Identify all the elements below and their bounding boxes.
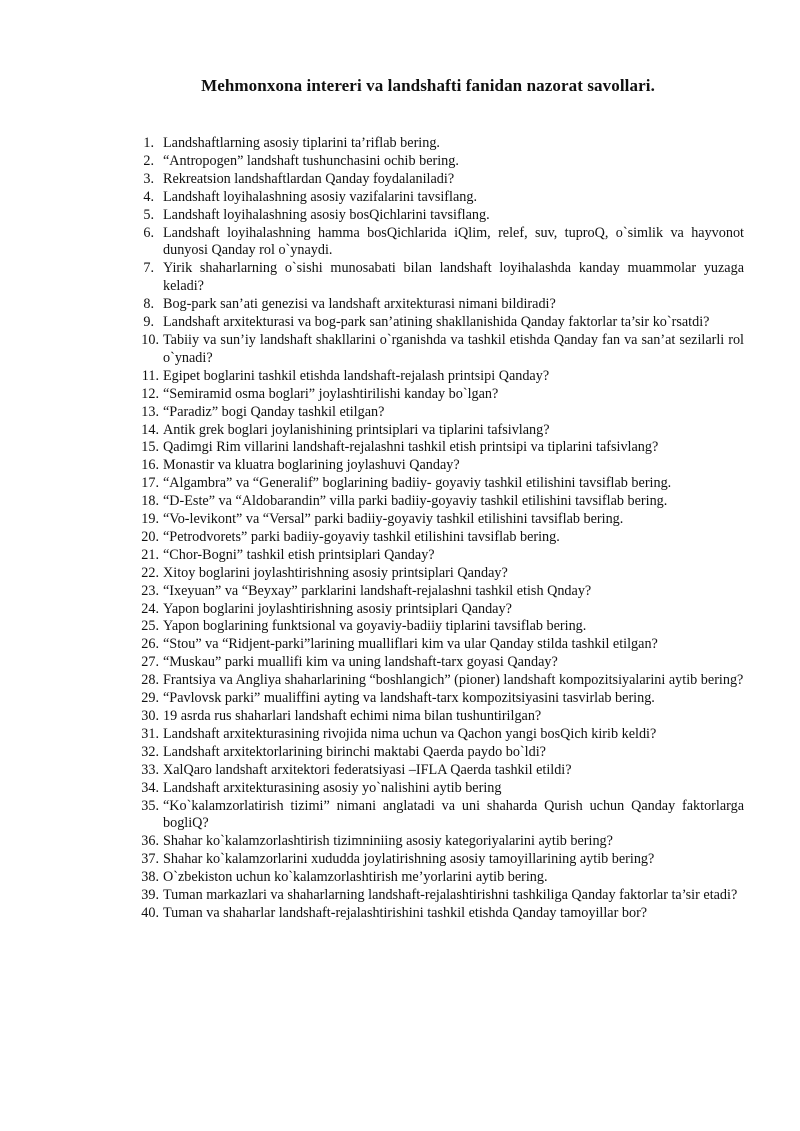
question-text: Landshaft arxitekturasining asosiy yo`nalishini aytib bering xyxy=(163,779,502,796)
question-item xyxy=(132,565,744,583)
question-text: Rekreatsion landshaftlardan Qanday foydalaniladi? xyxy=(163,170,455,187)
question-item xyxy=(132,887,744,905)
question-text: Shahar ko`kalamzorlarini xududda joylatirishning asosiy tamoyillarining aytib bering? xyxy=(163,851,655,868)
question-text: XalQaro landshaft arxitektori federatsiyasi –IFLA Qaerda tashkil etildi? xyxy=(163,761,572,778)
question-item xyxy=(132,457,744,475)
question-text: Monastir va kluatra boglarining joylashuvi Qanday? xyxy=(163,457,460,474)
question-number: 23. xyxy=(141,582,159,599)
question-text: Landshaft arxitekturasi va bog-park san’atining shakllanishida Qanday faktorlar ta’sir ko`rsatdi? xyxy=(163,314,710,331)
question-number: 37. xyxy=(141,851,159,868)
question-item xyxy=(132,547,744,565)
question-item xyxy=(132,207,744,225)
question-item xyxy=(132,798,744,834)
question-item xyxy=(132,511,744,529)
question-number: 34. xyxy=(141,779,159,796)
question-text: Yapon boglarining funktsional va goyaviy-badiiy tiplarini tavsiflab bering. xyxy=(163,618,587,635)
question-text: Tuman markazlari va shaharlarning landshaft-rejalashtirishni tashkiliga Qanday faktorlar ta’sir etadi? xyxy=(163,887,738,904)
question-text: O`zbekiston uchun ko`kalamzorlashtirish me’yorlarini aytib bering. xyxy=(163,869,548,886)
question-number: 22. xyxy=(141,564,159,581)
question-number: 17. xyxy=(141,475,159,492)
question-text: “Semiramid osma boglari” joylashtirilishi kanday bo`lgan? xyxy=(163,385,499,402)
question-text: “Ko`kalamzorlatirish tizimi” nimani anglatadi va uni shaharda Qurish uchun Qanday faktorlarga bogliQ? xyxy=(163,797,744,832)
question-number: 25. xyxy=(141,618,159,635)
question-item xyxy=(132,314,744,332)
question-text: Landshaft loyihalashning hamma bosQichlarida iQlim, relef, suv, tuproQ, o`simlik va hayvonot dunyosi Qanday rol o`ynaydi. xyxy=(163,224,744,259)
question-number: 18. xyxy=(141,493,159,510)
question-item xyxy=(132,153,744,171)
question-text: Antik grek boglari joylanishining printsiplari va tiplarini tafsivlang? xyxy=(163,421,550,438)
question-text: Xitoy boglarini joylashtirishning asosiy printsiplari Qanday? xyxy=(163,564,508,581)
question-text: Bog-park san’ati genezisi va landshaft arxitekturasi nimani bildiradi? xyxy=(163,296,556,313)
question-number: 40. xyxy=(141,904,159,921)
question-item xyxy=(132,654,744,672)
question-text: “D-Este” va “Aldobarandin” villa parki badiiy-goyaviy tashkil etilishini tavsiflab bering. xyxy=(163,493,668,510)
question-text: “Pavlovsk parki” mualiffini ayting va landshaft-tarx kompozitsiyasini tasvirlab bering. xyxy=(163,690,655,707)
question-item xyxy=(132,780,744,798)
question-number: 3. xyxy=(143,170,154,187)
question-item xyxy=(132,493,744,511)
question-number: 21. xyxy=(141,546,159,563)
question-item xyxy=(132,869,744,887)
question-item xyxy=(132,225,744,261)
question-item xyxy=(132,296,744,314)
question-item xyxy=(132,618,744,636)
question-number: 35. xyxy=(141,797,159,814)
question-item xyxy=(132,726,744,744)
question-number: 11. xyxy=(141,367,159,384)
question-number: 32. xyxy=(141,743,159,760)
question-number: 33. xyxy=(141,761,159,778)
question-text: Frantsiya va Angliya shaharlarining “boshlangich” (pioner) landshaft kompozitsiyalarini aytib bering? xyxy=(163,672,744,689)
question-item xyxy=(132,171,744,189)
question-number: 8. xyxy=(143,296,154,313)
question-item xyxy=(132,189,744,207)
question-item xyxy=(132,690,744,708)
question-item xyxy=(132,708,744,726)
question-text: Landshaft loyihalashning asosiy vazifalarini tavsiflang. xyxy=(163,188,478,205)
question-text: Tabiiy va sun’iy landshaft shakllarini o`rganishda va tashkil etishda Qanday fan va san’at sezilarli rol o`ynadi? xyxy=(163,331,744,366)
question-text: “Ixeyuan” va “Beyxay” parklarini landshaft-rejalashni tashkil etish Qnday? xyxy=(163,582,592,599)
question-text: Qadimgi Rim villarini landshaft-rejalashni tashkil etish printsipi va tiplarini tafsivlang? xyxy=(163,439,659,456)
question-list xyxy=(132,135,744,923)
question-item xyxy=(132,833,744,851)
question-item xyxy=(132,583,744,601)
question-item xyxy=(132,475,744,493)
question-text: Landshaft loyihalashning asosiy bosQichlarini tavsiflang. xyxy=(163,206,490,223)
question-text: Landshaft arxitekturasining rivojida nima uchun va Qachon yangi bosQich kirib keldi? xyxy=(163,725,657,742)
question-number: 39. xyxy=(141,887,159,904)
question-item xyxy=(132,529,744,547)
question-text: Landshaftlarning asosiy tiplarini ta’riflab bering. xyxy=(163,135,440,151)
question-number: 20. xyxy=(141,528,159,545)
question-item xyxy=(132,422,744,440)
question-item xyxy=(132,260,744,296)
question-number: 2. xyxy=(143,152,154,169)
question-number: 36. xyxy=(141,833,159,850)
question-text: Yirik shaharlarning o`sishi munosabati bilan landshaft loyihalashda kanday muammolar yuzaga keladi? xyxy=(163,260,744,295)
question-number: 9. xyxy=(143,314,154,331)
question-number: 29. xyxy=(141,690,159,707)
question-number: 7. xyxy=(143,260,154,277)
question-text: Tuman va shaharlar landshaft-rejalashtirishini tashkil etishda Qanday tamoyillar bor? xyxy=(163,904,648,921)
question-number: 38. xyxy=(141,869,159,886)
document-title: Mehmonxona intereri va landshafti fanidan nazorat savollari. xyxy=(201,76,655,95)
question-number: 31. xyxy=(141,725,159,742)
question-number: 4. xyxy=(143,188,154,205)
question-number: 13. xyxy=(141,403,159,420)
question-text: “Petrodvorets” parki badiiy-goyaviy tashkil etilishini tavsiflab bering. xyxy=(163,528,560,545)
question-item xyxy=(132,332,744,368)
question-number: 28. xyxy=(141,672,159,689)
question-number: 15. xyxy=(141,439,159,456)
question-item xyxy=(132,672,744,690)
question-text: 19 asrda rus shaharlari landshaft echimi nima bilan tushuntirilgan? xyxy=(163,708,542,724)
question-text: “Chor-Bogni” tashkil etish printsiplari Qanday? xyxy=(163,546,435,563)
question-number: 24. xyxy=(141,600,159,617)
question-text: Egipet boglarini tashkil etishda landshaft-rejalash printsipi Qanday? xyxy=(163,367,550,384)
question-item xyxy=(132,404,744,422)
question-item xyxy=(132,135,744,153)
question-number: 5. xyxy=(143,206,154,223)
question-number: 30. xyxy=(141,708,159,724)
question-item xyxy=(132,762,744,780)
question-text: “Vo-levikont” va “Versal” parki badiiy-goyaviy tashkil etilishini tavsiflab bering. xyxy=(163,511,624,528)
question-text: “Stou” va “Ridjent-parki”larining mualliflari kim va ular Qanday stilda tashkil etilgan? xyxy=(163,636,658,653)
question-number: 14. xyxy=(141,421,159,438)
question-number: 12. xyxy=(141,385,159,402)
question-text: “Muskau” parki muallifi kim va uning landshaft-tarx goyasi Qanday? xyxy=(163,654,558,671)
question-text: “Algambra” va “Generalif” boglarining badiiy- goyaviy tashkil etilishini tavsiflab bering. xyxy=(163,475,672,492)
question-number: 6. xyxy=(143,224,154,241)
question-number: 10. xyxy=(141,331,159,348)
question-number: 26. xyxy=(141,636,159,653)
question-item xyxy=(132,368,744,386)
question-number: 1. xyxy=(143,135,154,151)
question-item xyxy=(132,386,744,404)
question-item xyxy=(132,636,744,654)
question-item xyxy=(132,601,744,619)
question-item xyxy=(132,439,744,457)
question-number: 16. xyxy=(141,457,159,474)
question-text: Landshaft arxitektorlarining birinchi maktabi Qaerda paydo bo`ldi? xyxy=(163,743,546,760)
question-item xyxy=(132,851,744,869)
question-text: “Antropogen” landshaft tushunchasini ochib bering. xyxy=(163,152,459,169)
question-text: “Paradiz” bogi Qanday tashkil etilgan? xyxy=(163,403,385,420)
question-item xyxy=(132,744,744,762)
question-number: 27. xyxy=(141,654,159,671)
question-text: Shahar ko`kalamzorlashtirish tizimniniing asosiy kategoriyalarini aytib bering? xyxy=(163,833,613,850)
question-text: Yapon boglarini joylashtirishning asosiy printsiplari Qanday? xyxy=(163,600,512,617)
question-number: 19. xyxy=(141,511,159,528)
question-item xyxy=(132,905,744,923)
